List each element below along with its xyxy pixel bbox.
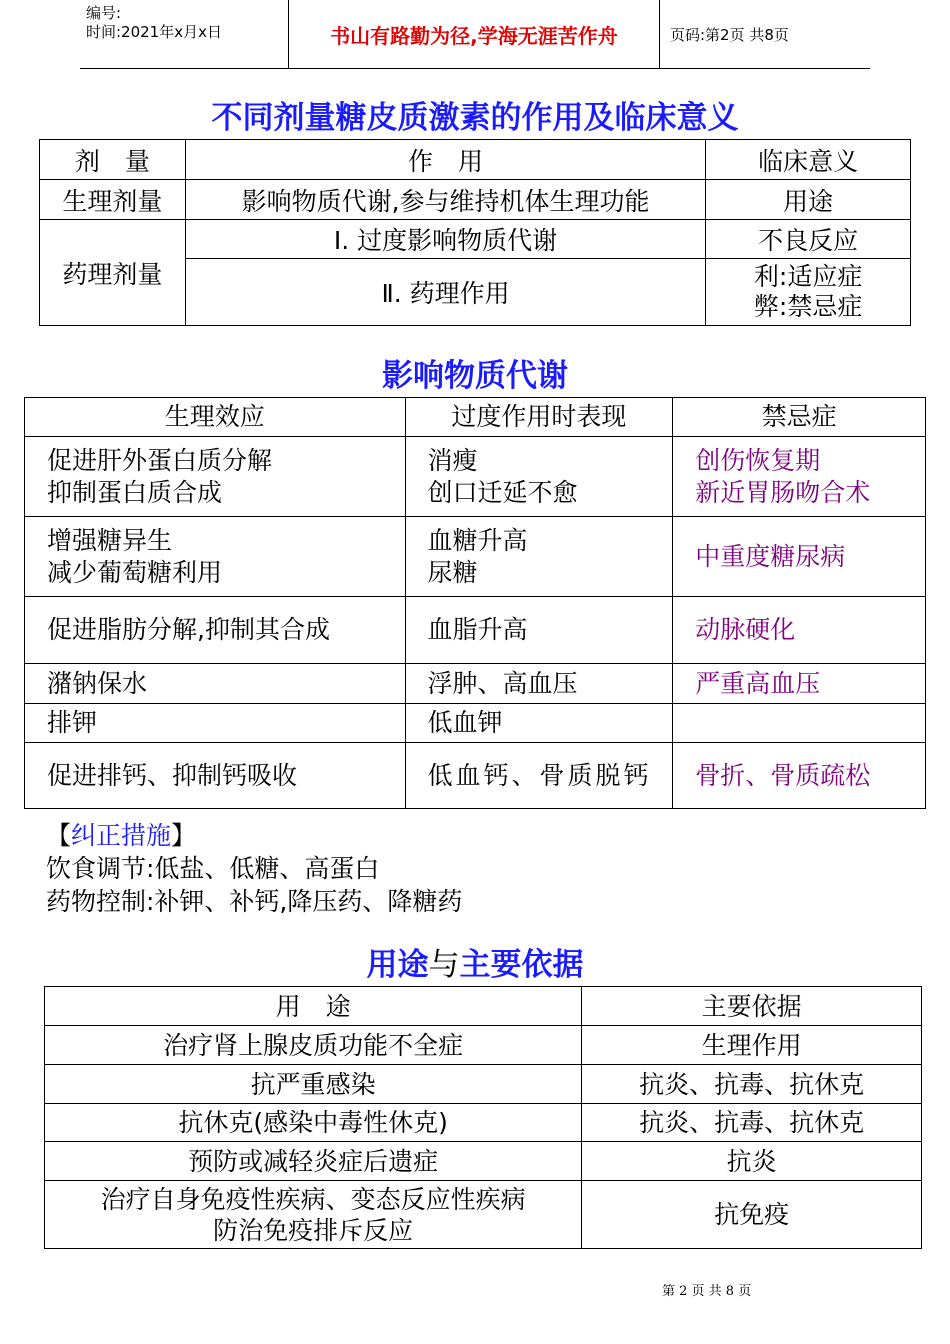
contraindication-cell: 骨折、骨质疏松 xyxy=(673,743,926,809)
effect-cell: 促进排钙、抑制钙吸收 xyxy=(25,743,406,809)
title-use: 用途 xyxy=(366,947,429,983)
contraindication-cell: 严重高血压 xyxy=(673,664,926,704)
page-header xyxy=(80,0,870,69)
dose-table xyxy=(39,139,911,326)
basis-cell: 抗炎、抗毒、抗休克 xyxy=(582,1104,922,1142)
dose-header: 剂 量 xyxy=(40,140,186,180)
benefit-line: 利:适应症 xyxy=(753,262,863,291)
use-cell: 抗休克(感染中毒性休克) xyxy=(45,1104,582,1142)
effect-cell: 增强糖异生 减少葡萄糖利用 xyxy=(25,517,406,597)
use-cell: 预防或减轻炎症后遗症 xyxy=(45,1142,582,1181)
header-motto: 书山有路勤为径,学海无涯苦作舟 xyxy=(288,0,660,68)
note-heading-line xyxy=(46,819,462,852)
excess-cell: 低血钙、骨质脱钙 xyxy=(405,743,673,809)
contraindication-header: 禁忌症 xyxy=(673,398,926,437)
excess-header: 过度作用时表现 xyxy=(405,398,673,437)
correction-note xyxy=(46,819,462,918)
effect-cell: 促进肝外蛋白质分解 抑制蛋白质合成 xyxy=(25,437,406,517)
section3-title xyxy=(0,939,950,984)
pharm-significance2-cell xyxy=(706,259,911,326)
drug-line: 药物控制:补钾、补钙,降压药、降糖药 xyxy=(46,887,463,916)
basis-cell: 抗炎 xyxy=(582,1142,922,1181)
effect-cell: 促进脂肪分解,抑制其合成 xyxy=(25,597,406,664)
metabolism-table xyxy=(24,397,926,809)
bracket-open: 【 xyxy=(46,821,72,850)
basis-cell: 生理作用 xyxy=(582,1026,922,1065)
basis-cell: 抗炎、抗毒、抗休克 xyxy=(582,1065,922,1104)
section1-title: 不同剂量糖皮质激素的作用及临床意义 xyxy=(211,100,739,136)
diet-line: 饮食调节:低盐、低糖、高蛋白 xyxy=(46,854,380,883)
time-label: 时间:2021年x月x日 xyxy=(86,23,222,41)
section2-title: 影响物质代谢 xyxy=(382,358,568,394)
use-cell: 抗严重感染 xyxy=(45,1065,582,1104)
excess-cell: 消瘦 创口迁延不愈 xyxy=(405,437,673,517)
title-basis: 主要依据 xyxy=(459,947,584,983)
significance-header: 临床意义 xyxy=(706,140,911,180)
excess-cell: 血糖升高 尿糖 xyxy=(405,517,673,597)
effect-cell: 排钾 xyxy=(25,704,406,743)
page-footer: 第 2 页 共 8 页 xyxy=(662,1284,752,1299)
contraindication-cell: 中重度糖尿病 xyxy=(673,517,926,597)
bracket-close: 】 xyxy=(171,821,197,850)
use-cell: 治疗肾上腺皮质功能不全症 xyxy=(45,1026,582,1065)
excess-cell: 血脂升高 xyxy=(405,597,673,664)
physio-significance-cell: 用途 xyxy=(706,180,911,220)
use-cell: 治疗自身免疫性疾病、变态反应性疾病 防治免疫排斥反应 xyxy=(45,1181,582,1249)
contraindication-cell: 动脉硬化 xyxy=(673,597,926,664)
basis-header: 主要依据 xyxy=(582,987,922,1026)
harm-line: 弊:禁忌症 xyxy=(753,292,863,321)
physio-effect-cell: 影响物质代谢,参与维持机体生理功能 xyxy=(185,180,705,220)
effect-cell: 潴钠保水 xyxy=(25,664,406,704)
effect-header: 作 用 xyxy=(185,140,705,180)
note-heading: 纠正措施 xyxy=(71,821,172,850)
excess-cell: 浮肿、高血压 xyxy=(405,664,673,704)
use-header: 用 途 xyxy=(45,987,582,1026)
title-and: 与 xyxy=(428,947,460,983)
excess-cell: 低血钾 xyxy=(405,704,673,743)
pharm-dose-cell: 药理剂量 xyxy=(40,220,186,326)
pharm-effect2-cell: Ⅱ. 药理作用 xyxy=(185,259,705,326)
physio-effect-header: 生理效应 xyxy=(25,398,406,437)
pharm-significance1-cell: 不良反应 xyxy=(706,220,911,259)
contraindication-cell: 创伤恢复期 新近胃肠吻合术 xyxy=(673,437,926,517)
usage-table xyxy=(44,986,922,1249)
pharm-effect1-cell: Ⅰ. 过度影响物质代谢 xyxy=(185,220,705,259)
contraindication-cell xyxy=(673,704,926,743)
physio-dose-cell: 生理剂量 xyxy=(40,180,186,220)
number-label: 编号: xyxy=(86,4,122,22)
header-meta xyxy=(80,0,288,68)
header-page-label: 页码:第2页 共8页 xyxy=(670,25,789,44)
basis-cell: 抗免疫 xyxy=(582,1181,922,1249)
